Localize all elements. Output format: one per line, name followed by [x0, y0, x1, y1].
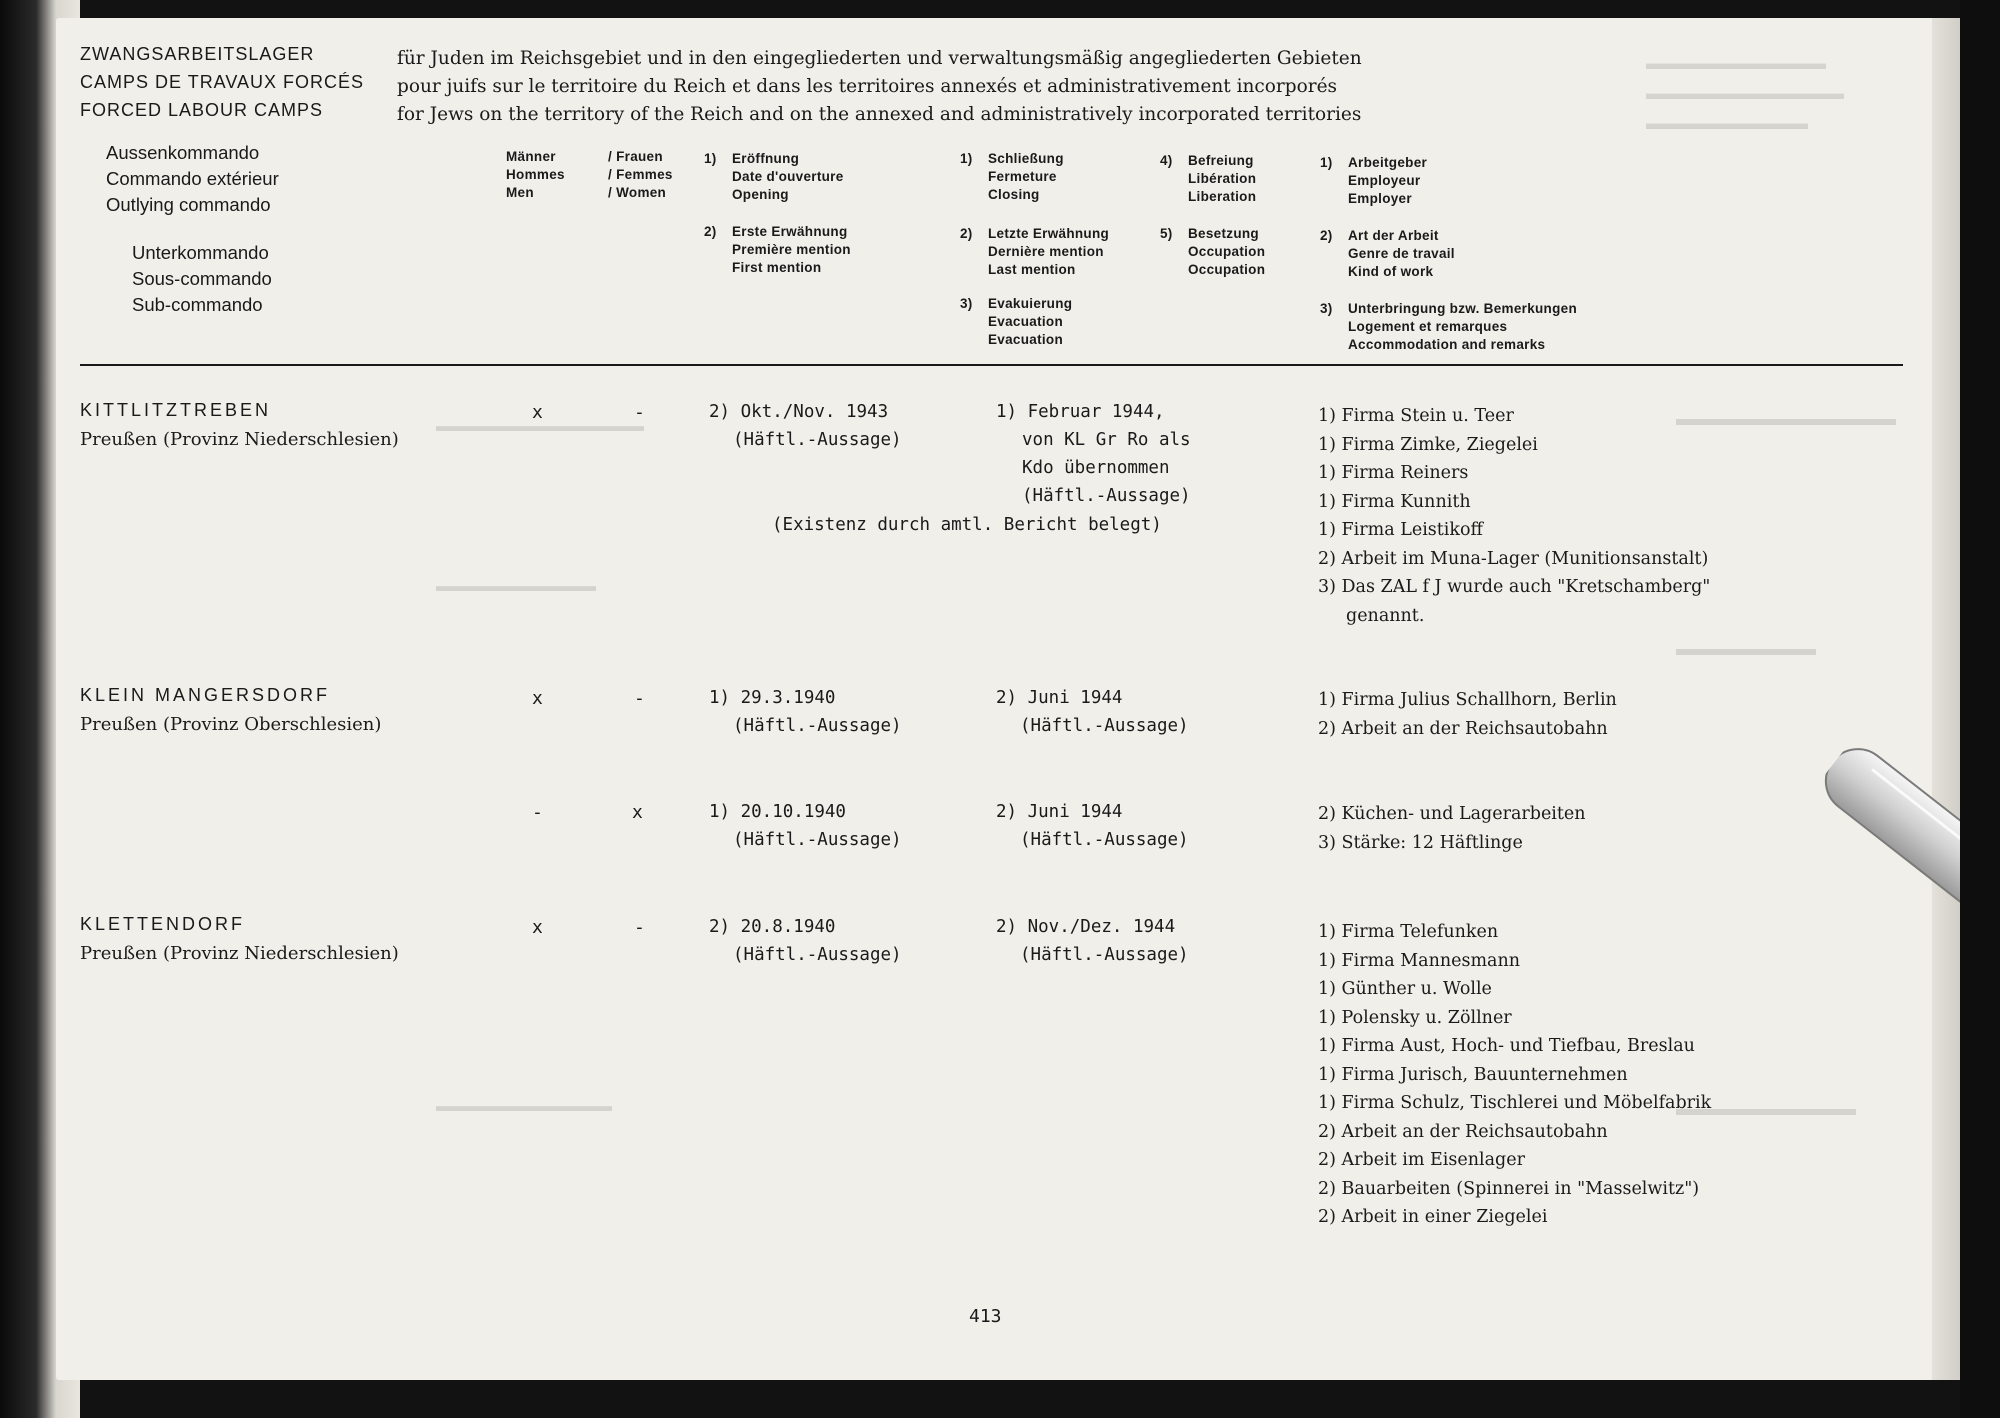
legend-number: 2)	[960, 226, 973, 241]
heading-line-fr: CAMPS DE TRAVAUX FORCÉS	[80, 72, 365, 92]
header-divider	[80, 364, 1903, 366]
legend-unterkommando-en: Sub-commando	[132, 294, 263, 315]
legend-accommodation-en: Accommodation and remarks	[1348, 337, 1546, 352]
legend-number: 5)	[1160, 226, 1173, 241]
opening-source: (Häftl.-Aussage)	[733, 830, 902, 850]
legend-evacuation-de: Evakuierung	[988, 296, 1073, 311]
remark-item: 2) Arbeit an der Reichsautobahn	[1318, 1121, 1608, 1142]
remarks-list	[1318, 918, 1711, 1232]
legend-gender-men	[506, 148, 565, 202]
remark-item: 1) Firma Jurisch, Bauunternehmen	[1318, 1064, 1628, 1085]
subtitle-line-en: for Jews on the territory of the Reich and on the annexed and administratively incorporated territories	[397, 104, 1362, 125]
scanned-page	[56, 18, 1972, 1380]
remark-item: 3) Stärke: 12 Häftlinge	[1318, 832, 1523, 853]
legend-kind-of-work-fr: Genre de travail	[1348, 246, 1455, 261]
legend-closing-fr: Fermeture	[988, 169, 1057, 184]
remark-item: 1) Firma Mannesmann	[1318, 950, 1521, 971]
closing-detail: Kdo übernommen	[1022, 458, 1170, 478]
camp-region: Preußen (Provinz Niederschlesien)	[80, 429, 399, 450]
remark-item: 1) Firma Zimke, Ziegelei	[1318, 434, 1538, 455]
legend-first-mention-de: Erste Erwähnung	[732, 224, 848, 239]
heading-line-de: ZWANGSARBEITSLAGER	[80, 44, 315, 64]
legend-last-mention-de: Letzte Erwähnung	[988, 226, 1110, 241]
remark-item: 1) Firma Leistikoff	[1318, 520, 1483, 540]
legend-men-en: Men	[506, 185, 534, 200]
legend-last-mention-en: Last mention	[988, 262, 1076, 277]
remark-item: 1) Firma Schulz, Tischlerei und Möbelfabrik	[1318, 1093, 1712, 1113]
closing-date: 1) Februar 1944,	[996, 402, 1165, 422]
remark-item: 2) Bauarbeiten (Spinnerei in "Masselwitz")	[1318, 1178, 1700, 1199]
legend-kind-of-work-de: Art der Arbeit	[1348, 228, 1439, 243]
legend-opening	[704, 150, 844, 204]
legend-aussenkommando-fr: Commando extérieur	[106, 168, 279, 189]
legend-last-mention	[960, 225, 1109, 279]
remark-item: 3) Das ZAL f J wurde auch "Kretschamberg"	[1318, 577, 1711, 597]
legend-number: 4)	[1160, 153, 1173, 168]
men-mark: x	[532, 402, 543, 423]
closing-source: (Häftl.-Aussage)	[1020, 830, 1189, 850]
men-mark: -	[532, 802, 543, 823]
legend-last-mention-fr: Dernière mention	[988, 244, 1104, 259]
remark-item: 1) Firma Telefunken	[1318, 922, 1499, 942]
opening-date: 1) 29.3.1940	[709, 688, 836, 708]
women-mark: -	[634, 688, 645, 709]
legend-evacuation	[960, 295, 1072, 349]
legend-accommodation-de: Unterbringung bzw. Bemerkungen	[1348, 301, 1578, 316]
opening-cell	[709, 398, 902, 454]
legend-evacuation-en: Evacuation	[988, 332, 1064, 347]
legend-aussenkommando	[106, 140, 279, 218]
remark-item: 1) Günther u. Wolle	[1318, 979, 1492, 999]
opening-source: (Häftl.-Aussage)	[733, 945, 902, 965]
men-mark: x	[532, 688, 543, 709]
remark-item: 1) Firma Stein u. Teer	[1318, 406, 1514, 426]
remark-item: 1) Polensky u. Zöllner	[1318, 1007, 1512, 1028]
men-mark: x	[532, 917, 543, 938]
legend-number: 1)	[704, 151, 717, 166]
existence-note: (Existenz durch amtl. Bericht belegt)	[772, 515, 1162, 535]
legend-occupation-de: Besetzung	[1188, 226, 1259, 241]
remark-item: 2) Küchen- und Lagerarbeiten	[1318, 804, 1586, 824]
opening-date: 2) Okt./Nov. 1943	[709, 402, 889, 422]
remark-item: 2) Arbeit an der Reichsautobahn	[1318, 718, 1608, 739]
women-mark: x	[632, 802, 643, 823]
remarks-list	[1318, 402, 1710, 630]
opening-cell	[709, 913, 902, 969]
legend-women-de: / Frauen	[608, 149, 663, 164]
legend-number: 1)	[960, 151, 973, 166]
legend-employer-fr: Employeur	[1348, 173, 1421, 188]
legend-number: 2)	[1320, 228, 1333, 243]
legend-kind-of-work	[1320, 227, 1455, 281]
legend-closing-de: Schließung	[988, 151, 1064, 166]
legend-women-en: / Women	[608, 185, 667, 200]
legend-employer	[1320, 154, 1427, 208]
legend-kind-of-work-en: Kind of work	[1348, 264, 1434, 279]
closing-date: 2) Juni 1944	[996, 802, 1123, 822]
legend-liberation-fr: Libération	[1188, 171, 1257, 186]
legend-unterkommando-de: Unterkommando	[132, 242, 269, 263]
closing-cell	[996, 913, 1189, 969]
legend-women-fr: / Femmes	[608, 167, 673, 182]
legend-liberation-en: Liberation	[1188, 189, 1257, 204]
subtitle-line-de: für Juden im Reichsgebiet und in den eingegliederten und verwaltungsmäßig angegliederten Gebieten	[397, 48, 1362, 69]
opening-date: 1) 20.10.1940	[709, 802, 846, 822]
remark-item: 1) Firma Julius Schallhorn, Berlin	[1318, 690, 1617, 710]
legend-unterkommando-fr: Sous-commando	[132, 268, 272, 289]
legend-occupation-fr: Occupation	[1188, 244, 1266, 259]
closing-cell	[996, 798, 1189, 854]
legend-number: 3)	[1320, 301, 1333, 316]
legend-unterkommando	[132, 240, 272, 318]
closing-source: (Häftl.-Aussage)	[1020, 716, 1189, 736]
remarks-list	[1318, 686, 1617, 743]
bleed-through-texture: ▬▬▬▬▬▬▬▬▬▬ ▬▬▬▬▬▬▬▬▬▬▬ ▬▬▬▬▬▬▬▬▬ ▬▬▬▬▬▬▬▬▬▬▬ ▬▬▬▬▬▬▬ ▬▬▬▬▬▬▬▬▬ ▬▬▬▬▬▬▬▬▬▬▬▬▬ ▬▬▬▬▬▬▬▬▬▬ ▬▬▬▬▬▬▬▬▬▬▬	[436, 53, 1896, 1120]
remark-item: 1) Firma Kunnith	[1318, 491, 1471, 512]
legend-first-mention-en: First mention	[732, 260, 822, 275]
legend-number: 3)	[960, 296, 973, 311]
remark-item: genannt.	[1346, 605, 1425, 626]
scan-border	[1960, 0, 2000, 1418]
legend-first-mention-fr: Première mention	[732, 242, 851, 257]
legend-gender-women	[608, 148, 673, 202]
legend-accommodation	[1320, 300, 1577, 354]
legend-aussenkommando-en: Outlying commando	[106, 194, 271, 215]
legend-occupation-en: Occupation	[1188, 262, 1266, 277]
women-mark: -	[634, 402, 645, 423]
remarks-list	[1318, 800, 1586, 857]
remark-item: 2) Arbeit im Muna-Lager (Munitionsanstalt)	[1318, 548, 1709, 569]
closing-date: 2) Nov./Dez. 1944	[996, 917, 1176, 937]
legend-employer-de: Arbeitgeber	[1348, 155, 1428, 170]
camp-name: KLETTENDORF	[80, 914, 246, 934]
legend-men-de: Männer	[506, 149, 556, 164]
remark-item: 2) Arbeit in einer Ziegelei	[1318, 1207, 1548, 1227]
legend-first-mention	[704, 223, 851, 277]
heading-line-en: FORCED LABOUR CAMPS	[80, 100, 324, 120]
opening-cell	[709, 684, 902, 740]
legend-evacuation-fr: Evacuation	[988, 314, 1064, 329]
legend-number: 2)	[704, 224, 717, 239]
legend-opening-de: Eröffnung	[732, 151, 800, 166]
women-mark: -	[634, 917, 645, 938]
closing-date: 2) Juni 1944	[996, 688, 1123, 708]
closing-cell	[996, 398, 1191, 510]
opening-source: (Häftl.-Aussage)	[733, 716, 902, 736]
closing-source: (Häftl.-Aussage)	[1020, 945, 1189, 965]
opening-date: 2) 20.8.1940	[709, 917, 836, 937]
legend-men-fr: Hommes	[506, 167, 565, 182]
camp-region: Preußen (Provinz Oberschlesien)	[80, 714, 382, 735]
legend-employer-en: Employer	[1348, 191, 1412, 206]
legend-number: 1)	[1320, 155, 1333, 170]
camp-name: KLEIN MANGERSDORF	[80, 685, 331, 705]
opening-cell	[709, 798, 902, 854]
legend-liberation-de: Befreiung	[1188, 153, 1254, 168]
legend-opening-en: Opening	[732, 187, 789, 202]
legend-opening-fr: Date d'ouverture	[732, 169, 844, 184]
closing-source: (Häftl.-Aussage)	[1022, 486, 1191, 506]
camp-name: KITTLITZTREBEN	[80, 400, 272, 420]
legend-liberation	[1160, 152, 1256, 206]
camp-region: Preußen (Provinz Niederschlesien)	[80, 943, 399, 964]
heading-subtitle	[397, 45, 1362, 129]
legend-accommodation-fr: Logement et remarques	[1348, 319, 1508, 334]
subtitle-line-fr: pour juifs sur le territoire du Reich et dans les territoires annexés et administrativement incorporés	[397, 76, 1338, 97]
legend-closing-en: Closing	[988, 187, 1040, 202]
remark-item: 1) Firma Aust, Hoch- und Tiefbau, Breslau	[1318, 1036, 1695, 1056]
legend-closing	[960, 150, 1064, 204]
legend-occupation	[1160, 225, 1265, 279]
page-heading	[80, 40, 364, 124]
remark-item: 1) Firma Reiners	[1318, 463, 1469, 483]
legend-aussenkommando-de: Aussenkommando	[106, 142, 260, 163]
opening-source: (Häftl.-Aussage)	[733, 430, 902, 450]
closing-detail: von KL Gr Ro als	[1022, 430, 1191, 450]
closing-cell	[996, 684, 1189, 740]
remark-item: 2) Arbeit im Eisenlager	[1318, 1150, 1525, 1170]
page-number: 413	[969, 1306, 1002, 1327]
